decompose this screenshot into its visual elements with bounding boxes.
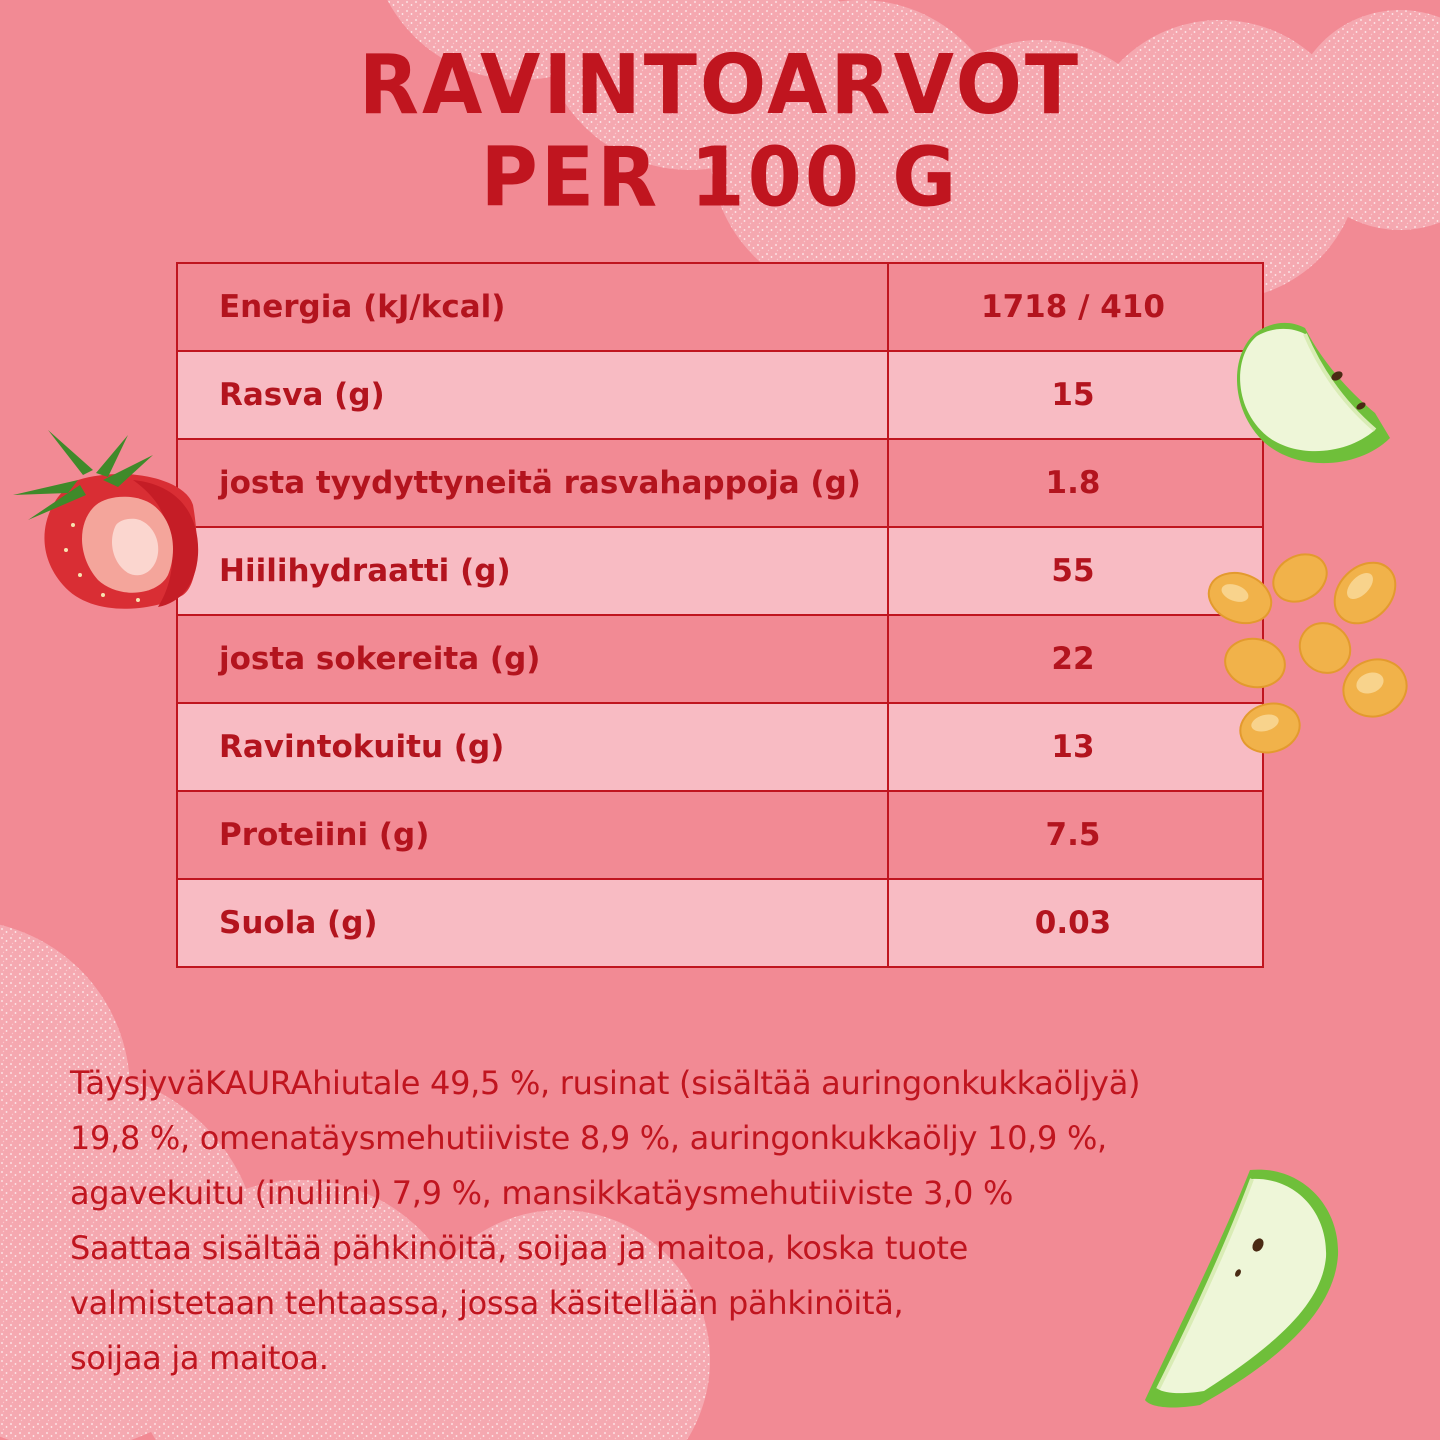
apple-slice-image	[1140, 1165, 1345, 1415]
table-row	[177, 791, 1263, 879]
nutrient-label: Energia (kJ/kcal)	[177, 263, 888, 351]
table-row	[177, 439, 1263, 527]
nutrient-label: josta sokereita (g)	[177, 615, 888, 703]
table-row	[177, 615, 1263, 703]
nutrient-value: 22	[888, 615, 1263, 703]
ingredients-line: valmistetaan tehtaassa, jossa käsitellään pähkinöitä,	[70, 1284, 904, 1322]
table-row	[177, 263, 1263, 351]
ingredients-line: TäysjyväKAURAhiutale 49,5 %, rusinat (sisältää auringonkukkaöljyä)	[70, 1064, 1141, 1102]
ingredients-line: soijaa ja maitoa.	[70, 1339, 329, 1377]
nutrient-label: Hiilihydraatti (g)	[177, 527, 888, 615]
oat-flakes-image	[1205, 538, 1420, 763]
nutrient-value: 13	[888, 703, 1263, 791]
nutrient-label: Proteiini (g)	[177, 791, 888, 879]
nutrient-label: Ravintokuitu (g)	[177, 703, 888, 791]
nutrient-value: 1718 / 410	[888, 263, 1263, 351]
title-line-1: RAVINTOARVOT	[358, 38, 1082, 134]
nutrition-table	[176, 262, 1264, 968]
title-line-2: PER 100 G	[480, 130, 960, 226]
page-title	[0, 40, 1440, 225]
table-row	[177, 351, 1263, 439]
table-row	[177, 703, 1263, 791]
table-row	[177, 527, 1263, 615]
nutrient-value: 15	[888, 351, 1263, 439]
ingredients-line: agavekuitu (inuliini) 7,9 %, mansikkatäysmehutiiviste 3,0 %	[70, 1174, 1014, 1212]
nutrient-value: 7.5	[888, 791, 1263, 879]
nutrient-label: Rasva (g)	[177, 351, 888, 439]
apple-slice-image	[1225, 318, 1400, 468]
ingredients-line: 19,8 %, omenatäysmehutiiviste 8,9 %, auringonkukkaöljy 10,9 %,	[70, 1119, 1107, 1157]
nutrient-label: josta tyydyttyneitä rasvahappoja (g)	[177, 439, 888, 527]
nutrient-value: 0.03	[888, 879, 1263, 967]
strawberry-image	[8, 425, 208, 615]
ingredients-line: Saattaa sisältää pähkinöitä, soijaa ja maitoa, koska tuote	[70, 1229, 969, 1267]
nutrient-value: 1.8	[888, 439, 1263, 527]
table-row	[177, 879, 1263, 967]
nutrient-label: Suola (g)	[177, 879, 888, 967]
nutrient-value: 55	[888, 527, 1263, 615]
